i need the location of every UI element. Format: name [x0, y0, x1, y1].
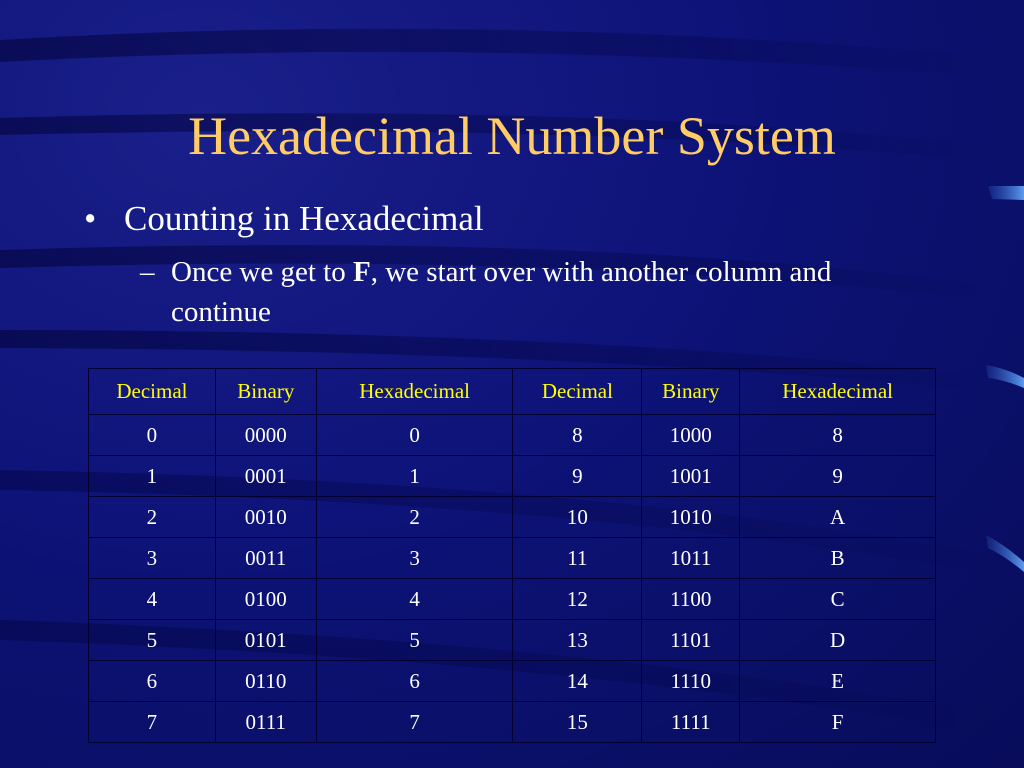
header-hexadecimal: Hexadecimal — [316, 369, 513, 415]
table-cell: 14 — [513, 661, 642, 702]
table-row — [89, 579, 936, 620]
sub-bullet-marker: – — [140, 256, 155, 288]
table-cell: 4 — [316, 579, 513, 620]
table-cell: F — [740, 702, 936, 743]
table-cell: 0011 — [215, 538, 316, 579]
table-cell: 3 — [316, 538, 513, 579]
table-cell: 5 — [89, 620, 216, 661]
table-cell: 2 — [89, 497, 216, 538]
table-cell: 1 — [316, 456, 513, 497]
table-cell: 0 — [316, 415, 513, 456]
table-cell: 1010 — [642, 497, 740, 538]
sub-bullet-item — [140, 252, 920, 332]
table-cell: 2 — [316, 497, 513, 538]
sub-text-before: Once we get to — [171, 256, 353, 288]
table-cell: 0010 — [215, 497, 316, 538]
table-cell: 9 — [513, 456, 642, 497]
table-cell: 5 — [316, 620, 513, 661]
table-row — [89, 456, 936, 497]
table-cell: 1011 — [642, 538, 740, 579]
table-cell: 11 — [513, 538, 642, 579]
table-cell: 1101 — [642, 620, 740, 661]
table-cell: 10 — [513, 497, 642, 538]
table-row — [89, 415, 936, 456]
table-cell: C — [740, 579, 936, 620]
bullet-text: Counting in Hexadecimal — [124, 199, 484, 238]
table-cell: 4 — [89, 579, 216, 620]
slide-title: Hexadecimal Number System — [188, 106, 836, 166]
table-cell: 0000 — [215, 415, 316, 456]
header-binary: Binary — [642, 369, 740, 415]
table-row — [89, 538, 936, 579]
table-cell: 7 — [89, 702, 216, 743]
table-cell: D — [740, 620, 936, 661]
sub-text-after: , we start over with another column and continue — [171, 256, 832, 328]
bullet-item — [84, 197, 964, 241]
table-cell: 9 — [740, 456, 936, 497]
table-cell: 3 — [89, 538, 216, 579]
table-cell: 0 — [89, 415, 216, 456]
table-cell: 1000 — [642, 415, 740, 456]
table-cell: 1110 — [642, 661, 740, 702]
table-cell: 1100 — [642, 579, 740, 620]
table-cell: 6 — [89, 661, 216, 702]
table-cell: 0001 — [215, 456, 316, 497]
header-binary: Binary — [215, 369, 316, 415]
table-row — [89, 620, 936, 661]
table-cell: A — [740, 497, 936, 538]
table-cell: 0101 — [215, 620, 316, 661]
table-cell: 1111 — [642, 702, 740, 743]
table-header-row — [89, 369, 936, 415]
header-hexadecimal: Hexadecimal — [740, 369, 936, 415]
table-cell: 8 — [740, 415, 936, 456]
table-cell: 7 — [316, 702, 513, 743]
table-row — [89, 702, 936, 743]
table-row — [89, 661, 936, 702]
table-cell: 0111 — [215, 702, 316, 743]
table-cell: 0100 — [215, 579, 316, 620]
table-cell: 1 — [89, 456, 216, 497]
table-cell: 15 — [513, 702, 642, 743]
sub-text-bold: F — [353, 256, 371, 288]
hex-table — [88, 368, 936, 743]
table-cell: 13 — [513, 620, 642, 661]
table-cell: 12 — [513, 579, 642, 620]
header-decimal: Decimal — [89, 369, 216, 415]
table-cell: 6 — [316, 661, 513, 702]
header-decimal: Decimal — [513, 369, 642, 415]
table-cell: 1001 — [642, 456, 740, 497]
table-cell: 0110 — [215, 661, 316, 702]
bullet-marker: • — [84, 199, 97, 238]
table-row — [89, 497, 936, 538]
table-cell: E — [740, 661, 936, 702]
table-cell: B — [740, 538, 936, 579]
table-cell: 8 — [513, 415, 642, 456]
sub-bullet-text — [171, 252, 920, 332]
